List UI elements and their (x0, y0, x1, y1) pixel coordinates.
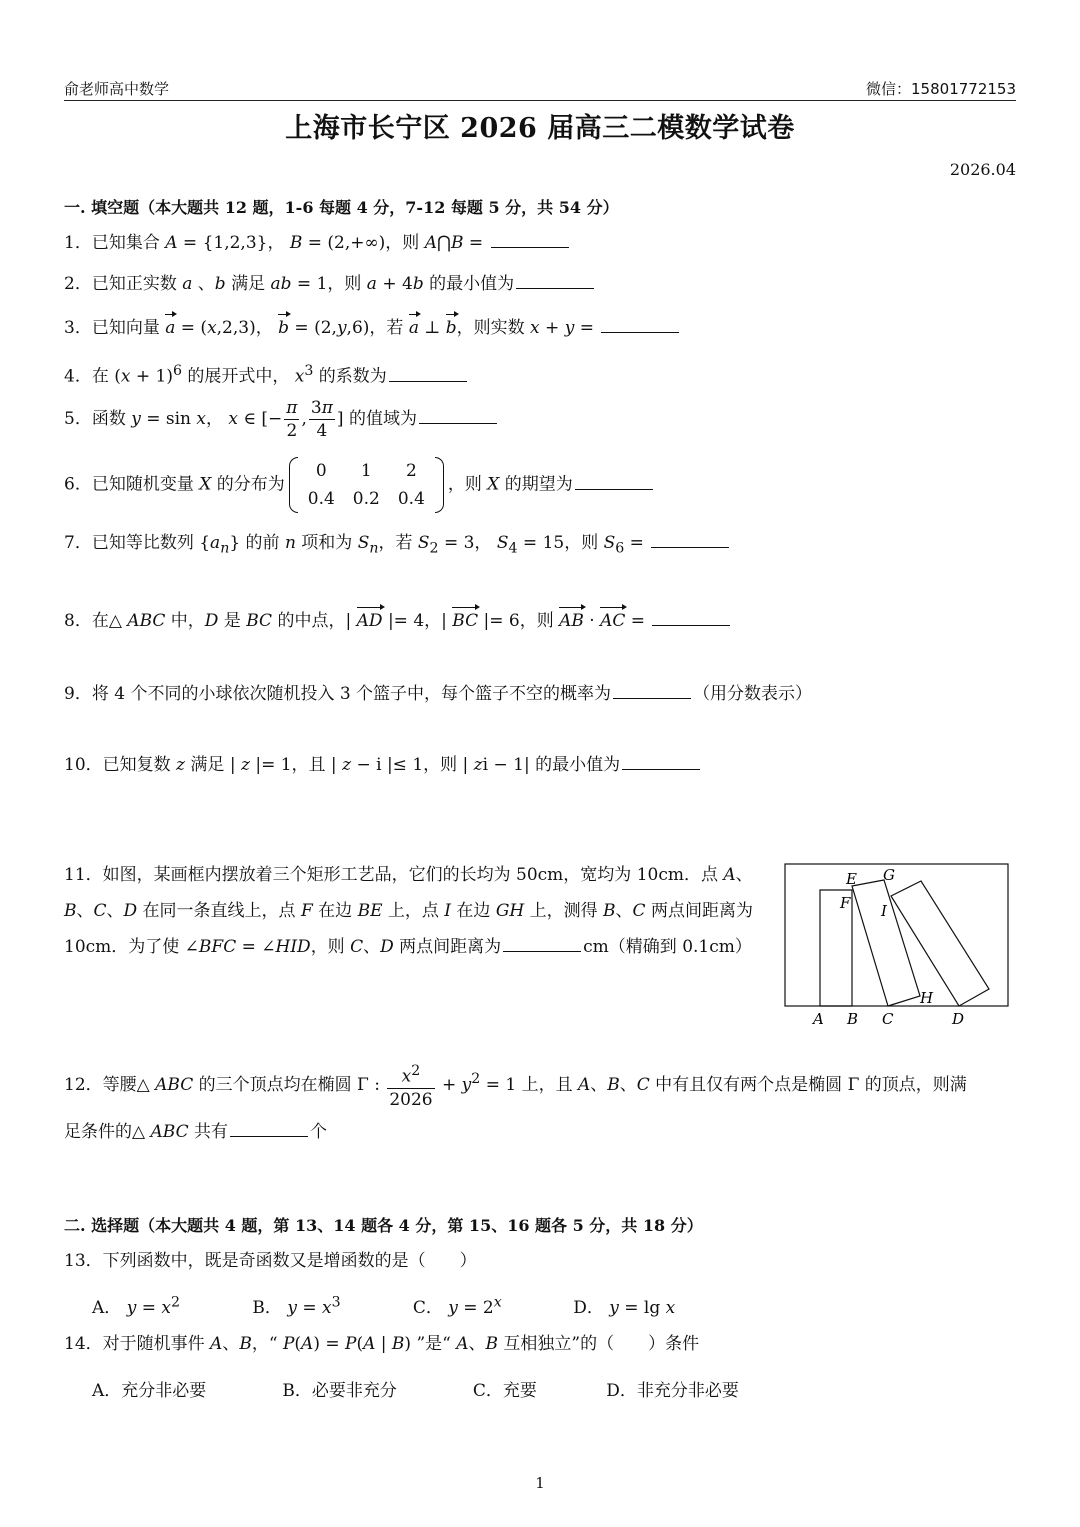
header-right-text: 微信：15801772153 (866, 80, 1016, 98)
question-14-options (92, 1376, 739, 1401)
answer-blank[interactable] (652, 609, 730, 626)
answer-blank[interactable] (389, 365, 467, 382)
section2-heading: 二. 选择题（本大题共 4 题，第 13、14 题各 4 分，第 15、16 题各 5 分，共 18 分） (64, 1216, 703, 1235)
label-H: H (920, 989, 934, 1007)
header-left-text: 俞老师高中数学 (64, 80, 170, 98)
answer-blank[interactable] (516, 272, 594, 289)
distribution-matrix: 0 1 2 0.4 0.2 0.4 (289, 457, 444, 513)
question-1: 1．已知集合 A = {1,2,3}， B = (2,+∞)，则 A⋂B = (64, 231, 571, 254)
question-4: 4．在 $(x + 1)^6$ 的展开式中， $x^3$ 的系数为 (64, 360, 469, 388)
question-7: 7．已知等比数列 $\{a_n\}$ 的前 n 项和为 $S_n$，若 $S_2 = 3$， $S_4 = 15$，则 $S_6$ = (64, 531, 731, 559)
question-14: 14．对于随机事件 A、B，“ P(A) = P(A | B) ”是“ A、B 互相独立”的（ ）条件 (64, 1334, 700, 1354)
option-b[interactable]: B．必要非充分 (282, 1381, 397, 1401)
label-E: E (846, 870, 857, 888)
option-b[interactable]: B． $y = x^3$ (252, 1294, 341, 1318)
question-11: 11．如图，某画框内摆放着三个矩形工艺品，它们的长均为 50cm，宽均为 10cm．点 A、B、C、D 在同一条直线上，点 F 在边 BE 上，点 I 在边 GH 上，测得 B、C 两点间距离为 10cm．为了使 ∠BFC = ∠HID，则 C、D 两点间距离为 cm（精确到 0.1cm） (64, 865, 753, 957)
question-3: 3．已知向量 a = (x,2,3)， b = (2,y,6)，若 a ⊥ b，则实数 x + y = (64, 316, 681, 339)
option-a[interactable]: A．充分非必要 (92, 1381, 207, 1401)
question-6: 6．已知随机变量 X 的分布为 0 1 2 0.4 0.2 0.4 ，则 X 的期望为 (64, 457, 655, 513)
option-d[interactable]: D．非充分非必要 (606, 1381, 739, 1401)
question-13: 13．下列函数中，既是奇函数又是增函数的是（ ） (64, 1251, 477, 1271)
question-12-cont: 足条件的△ ABC 共有 个 (64, 1122, 327, 1142)
answer-blank[interactable] (601, 316, 679, 333)
answer-blank[interactable] (230, 1120, 308, 1137)
option-a[interactable]: A． $y = x^2$ (92, 1294, 180, 1318)
label-A: A (813, 1010, 824, 1028)
option-d[interactable]: D． y = lg x (573, 1298, 676, 1318)
answer-blank[interactable] (491, 231, 569, 248)
answer-blank[interactable] (622, 753, 700, 770)
question-5: 5．函数 y = sin x， x ∈ [− $\frac{\pi}{2}$ , $\frac{3\pi}{4}$ ] 的值域为 (64, 397, 499, 442)
answer-blank[interactable] (613, 682, 691, 699)
exam-date: 2026.04 (949, 160, 1016, 179)
question-10: 10．已知复数 z 满足 | z |= 1，且 | z − i |≤ 1，则 | zi − 1| 的最小值为 (64, 753, 702, 776)
page-number: 1 (535, 1474, 545, 1492)
page-title: 上海市长宁区 2026 届高三二模数学试卷 (285, 113, 795, 144)
question-12: 12．等腰△ ABC 的三个顶点均在椭圆 Γ : $\frac{x^2}{2026}$ + $y^2 = 1$ 上，且 A、B、C 中有且仅有两个点是椭圆 Γ 的顶点，则满 (64, 1060, 967, 1111)
frame-figure (780, 858, 1020, 1033)
answer-blank[interactable] (575, 473, 653, 490)
header-divider (64, 100, 1016, 101)
option-c[interactable]: C． $y = 2^x$ (412, 1294, 502, 1318)
question-13-options (92, 1293, 675, 1318)
answer-blank[interactable] (651, 531, 729, 548)
label-D: D (952, 1010, 965, 1028)
label-G: G (883, 866, 895, 884)
question-9: 9．将 4 个不同的小球依次随机投入 3 个篮子中，每个篮子不空的概率为 （用分数表示） (64, 684, 813, 704)
question-2: 2．已知正实数 a 、b 满足 ab = 1，则 a + 4b 的最小值为 (64, 272, 596, 295)
answer-blank[interactable] (503, 935, 581, 952)
label-F: F (840, 894, 851, 912)
answer-blank[interactable] (419, 407, 497, 424)
section1-heading: 一. 填空题（本大题共 12 题，1-6 每题 4 分，7-12 每题 5 分，共 54 分） (64, 198, 619, 217)
question-8: 8．在△ ABC 中，D 是 BC 的中点，| AD |= 4，| BC |= 6，则 AB · AC = (64, 609, 732, 632)
label-B: B (847, 1010, 859, 1028)
label-C: C (882, 1010, 894, 1028)
option-c[interactable]: C．充要 (472, 1381, 537, 1401)
label-I: I (881, 902, 887, 920)
